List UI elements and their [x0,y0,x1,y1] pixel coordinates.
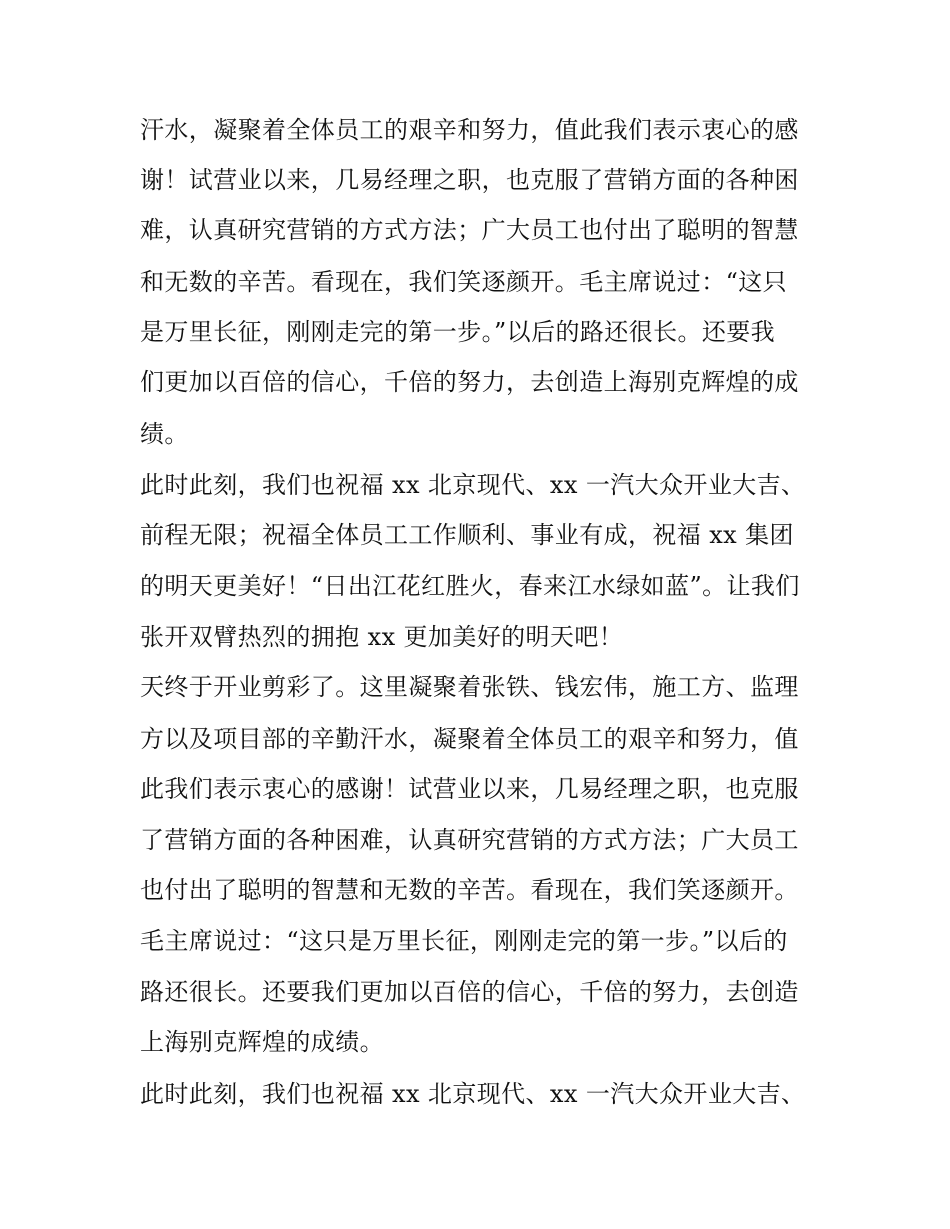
text-line: 谢！试营业以来，几易经理之职，也克服了营销方面的各种困 [140,166,799,194]
text-line: 天终于开业剪彩了。这里凝聚着张铁、钱宏伟，施工方、监理 [140,673,799,701]
text-line: 此时此刻，我们也祝福 xx 北京现代、xx 一汽大众开业大吉、 [140,1080,806,1108]
text-line: 也付出了聪明的智慧和无数的辛苦。看现在，我们笑逐颜开。 [140,876,799,904]
text-line: 汗水，凝聚着全体员工的艰辛和努力，值此我们表示衷心的感 [140,116,799,144]
text-line: 方以及项目部的辛勤汗水，凝聚着全体员工的艰辛和努力，值 [140,725,799,753]
text-line: 的明天更美好！“日出江花红胜火，春来江水绿如蓝”。让我们 [140,572,800,600]
text-line: 毛主席说过：“这只是万里长征，刚刚走完的第一步。”以后的 [140,927,788,955]
text-line: 前程无限；祝福全体员工工作顺利、事业有成，祝福 xx 集团 [140,521,794,549]
text-line: 和无数的辛苦。看现在，我们笑逐颜开。毛主席说过：“这只 [140,268,788,296]
text-line: 们更加以百倍的信心，千倍的努力，去创造上海别克辉煌的成 [140,368,799,396]
text-line: 张开双臂热烈的拥抱 xx 更加美好的明天吧！ [140,623,624,651]
text-line: 路还很长。还要我们更加以百倍的信心，千倍的努力，去创造 [140,978,799,1006]
text-line: 此我们表示衷心的感谢！试营业以来，几易经理之职，也克服 [140,775,799,803]
text-line: 上海别克辉煌的成绩。 [140,1028,384,1056]
text-line: 是万里长征，刚刚走完的第一步。”以后的路还很长。还要我 [140,318,776,346]
text-line: 绩。 [140,420,189,448]
text-line: 难，认真研究营销的方式方法；广大员工也付出了聪明的智慧 [140,216,799,244]
text-line: 了营销方面的各种困难，认真研究营销的方式方法；广大员工 [140,826,799,854]
text-line: 此时此刻，我们也祝福 xx 北京现代、xx 一汽大众开业大吉、 [140,471,806,499]
